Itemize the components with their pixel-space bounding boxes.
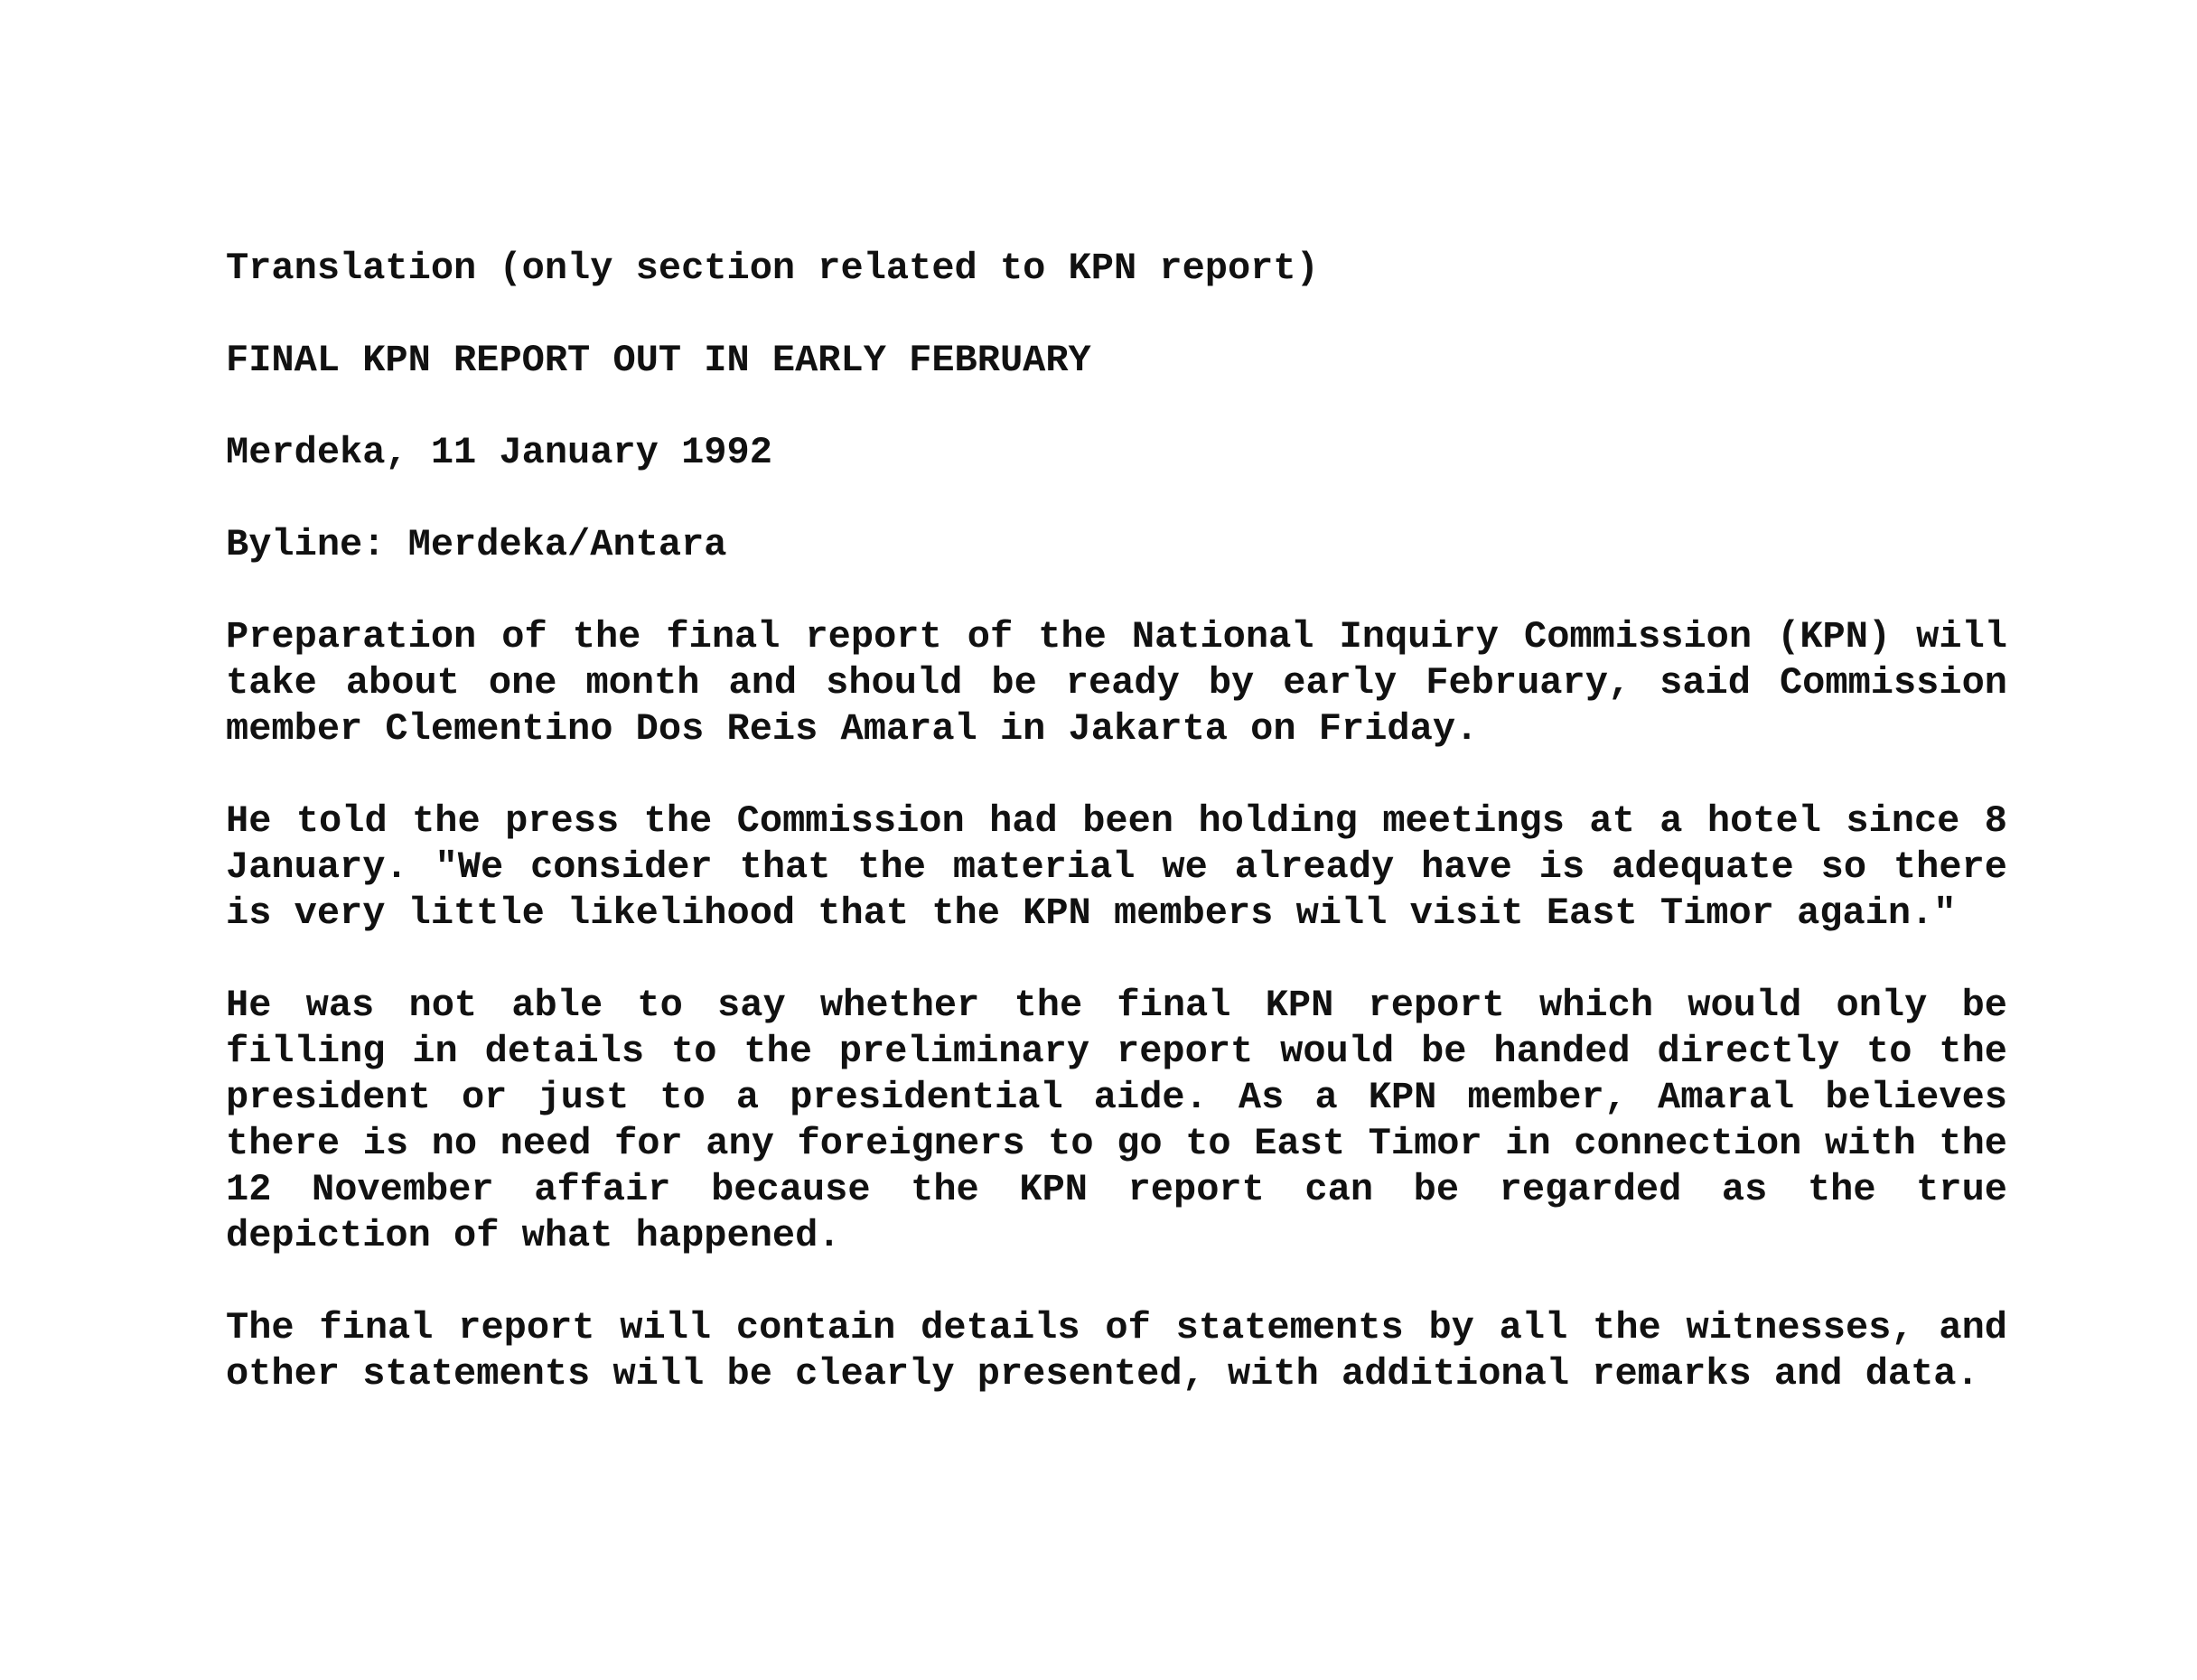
paragraph: The final report will contain details of statements by all the witnesses, and other statements will be clearly presented, with additional remarks and data. — [226, 1306, 2007, 1395]
paragraph: He was not able to say whether the final KPN report which would only be filling in details to the preliminary report would be handed directly to the president or just to a presidential aide. As a KPN member, Amaral believes there is no need for any foreigners to go to East Timor in connection with the 12 November affair because the KPN report can be regarded as the true depiction of what happened. — [226, 984, 2007, 1257]
dateline: Merdeka, 11 January 1992 — [226, 431, 772, 474]
document-body — [226, 246, 2007, 1443]
translation-note: Translation (only section related to KPN report) — [226, 247, 1319, 290]
headline: FINAL KPN REPORT OUT IN EARLY FEBRUARY — [226, 339, 1091, 382]
byline: Byline: Merdeka/Antara — [226, 523, 727, 566]
paragraph: Preparation of the final report of the National Inquiry Commission (KPN) will take about one month and should be ready by early February, said Commission member Clementino Dos Reis Amaral in Jakarta on Friday. — [226, 615, 2007, 751]
paragraph: He told the press the Commission had been holding meetings at a hotel since 8 January. "We consider that the material we already have is adequate so there is very little likelihood that the KPN members will visit East Timor again." — [226, 799, 2007, 935]
